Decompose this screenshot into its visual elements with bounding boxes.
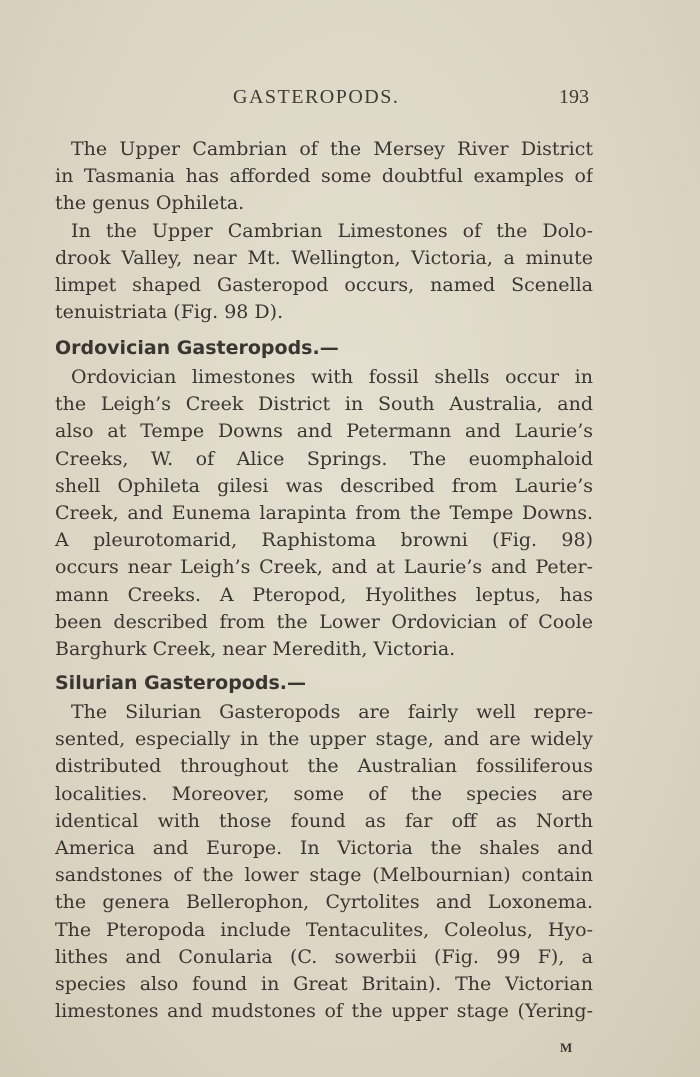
text-line: the genera Bellerophon, Cyrtolites and Loxonema. [55,891,593,914]
text-line: species also found in Great Britain). The Victorian [55,972,593,995]
text-line: A pleurotomarid, Raphistoma browni (Fig. 98) [55,529,593,552]
signature-mark: M [560,1040,573,1055]
text-line: also at Tempe Downs and Petermann and Laurie’s [55,420,593,443]
running-title: GASTEROPODS. [233,86,400,108]
text-line: been described from the Lower Ordovician of Coole [55,610,593,633]
text-line: localities. Moreover, some of the species are [55,782,593,805]
text-line: limestones and mudstones of the upper stage (Yering- [55,1000,593,1023]
text-line: lithes and Conularia (C. sowerbii (Fig. 99 F), a [55,945,593,968]
text-line: In the Upper Cambrian Limestones of the Dolo- [71,219,593,242]
ordovician-text [55,364,593,663]
text-line: limpet shaped Gasteropod occurs, named Scenella [55,273,593,296]
text-line: The Silurian Gasteropods are fairly well repre- [71,701,593,723]
text-line: in Tasmania has afforded some doubtful examples of [55,165,593,188]
text-line: the Leigh’s Creek District in South Australia, and [55,393,593,416]
text-line: the genus Ophileta. [55,192,245,215]
text-line: tenuistriata (Fig. 98 D). [55,301,284,324]
text-line: America and Europe. In Victoria the shales and [55,836,593,859]
text-line: Barghurk Creek, near Meredith, Victoria. [55,637,456,660]
running-head [0,86,700,116]
cambrian-text [55,136,593,326]
text-line: shell Ophileta gilesi was described from Laurie’s [55,474,593,497]
text-line: occurs near Leigh’s Creek, and at Laurie’s and Peter- [55,556,593,579]
page-number: 193 [559,86,589,108]
silurian-heading: Silurian Gasteropods.— [55,672,306,694]
text-line: Ordovician limestones with fossil shells occur in [71,366,593,388]
silurian-text [55,699,593,1025]
text-line: distributed throughout the Australian fossiliferous [55,755,593,778]
text-line: Creek, and Eunema larapinta from the Tempe Downs. [55,501,593,524]
text-line: The Upper Cambrian of the Mersey River District [71,138,593,160]
text-line: identical with those found as far off as North [55,809,593,832]
text-line: The Pteropoda include Tentaculites, Coleolus, Hyo- [55,918,593,941]
text-line: sandstones of the lower stage (Melbournian) contain [55,864,593,887]
ordovician-heading: Ordovician Gasteropods.— [55,337,339,359]
text-line: Creeks, W. of Alice Springs. The euomphaloid [55,447,593,470]
text-line: sented, especially in the upper stage, and are widely [55,728,593,751]
text-line: drook Valley, near Mt. Wellington, Victoria, a minute [55,246,593,269]
text-line: mann Creeks. A Pteropod, Hyolithes leptus, has [55,583,593,606]
